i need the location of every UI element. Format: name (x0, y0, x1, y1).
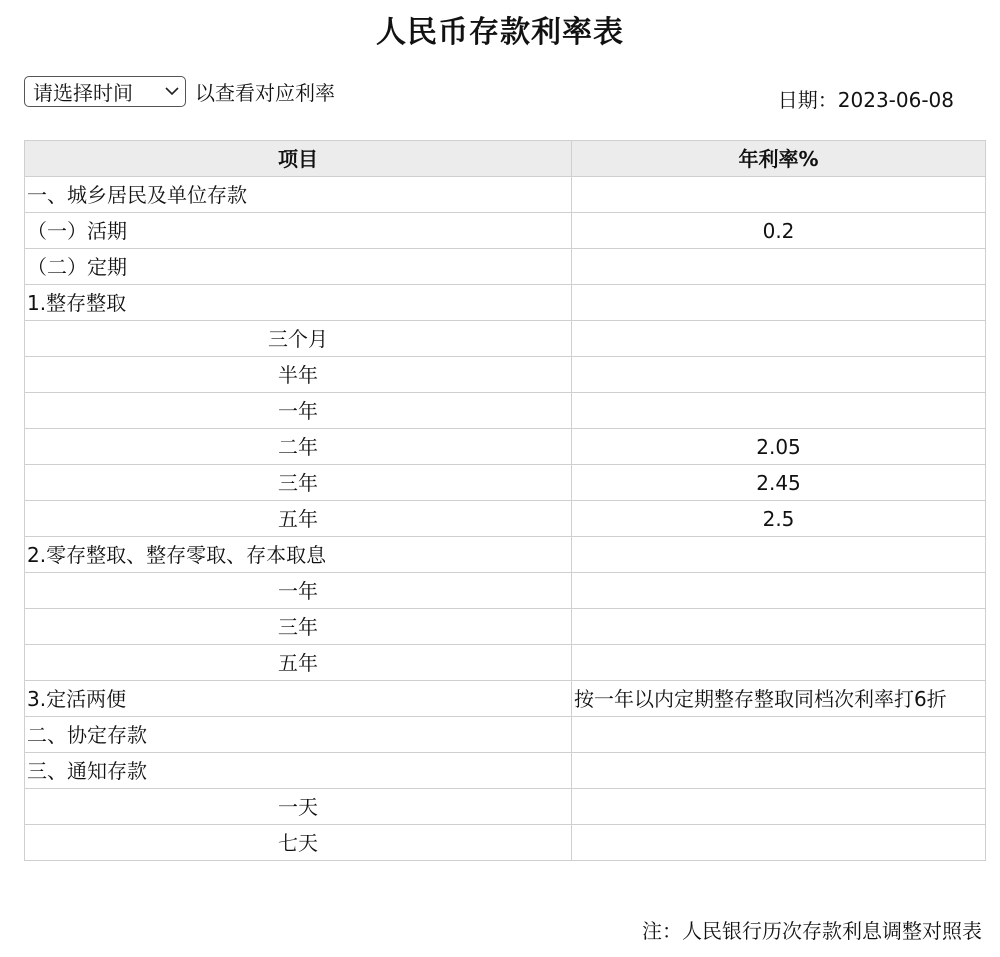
row-rate: 按一年以内定期整存整取同档次利率打6折 (572, 681, 986, 717)
table-row (25, 393, 986, 429)
row-rate (572, 285, 986, 321)
row-rate (572, 177, 986, 213)
row-item: （二）定期 (25, 249, 572, 285)
row-item: 五年 (25, 501, 572, 537)
row-rate: 2.45 (572, 465, 986, 501)
row-rate (572, 717, 986, 753)
table-row (25, 573, 986, 609)
rate-table-body (25, 177, 986, 861)
table-row (25, 789, 986, 825)
column-header-item: 项目 (25, 141, 572, 177)
row-item: 1.整存整取 (25, 285, 572, 321)
row-rate (572, 393, 986, 429)
row-item: （一）活期 (25, 213, 572, 249)
row-item: 半年 (25, 357, 572, 393)
row-rate (572, 789, 986, 825)
row-item: 二年 (25, 429, 572, 465)
table-row (25, 177, 986, 213)
table-row (25, 681, 986, 717)
table-row (25, 249, 986, 285)
page-title: 人民币存款利率表 (376, 15, 624, 50)
row-item: 一、城乡居民及单位存款 (25, 177, 572, 213)
row-item: 三个月 (25, 321, 572, 357)
rate-table (24, 140, 986, 861)
table-row (25, 825, 986, 861)
row-rate (572, 753, 986, 789)
row-rate (572, 321, 986, 357)
row-rate (572, 609, 986, 645)
table-row (25, 501, 986, 537)
table-row (25, 717, 986, 753)
date-display (778, 84, 954, 113)
row-item: 二、协定存款 (25, 717, 572, 753)
row-item: 三年 (25, 609, 572, 645)
row-rate (572, 357, 986, 393)
row-rate (572, 645, 986, 681)
date-label: 日期： (777, 88, 838, 112)
table-row (25, 753, 986, 789)
row-rate (572, 249, 986, 285)
table-row (25, 357, 986, 393)
table-row (25, 213, 986, 249)
row-item: 3.定活两便 (25, 681, 572, 717)
row-rate (572, 573, 986, 609)
table-row (25, 429, 986, 465)
time-filter (24, 76, 335, 107)
row-item: 三年 (25, 465, 572, 501)
row-item: 2.零存整取、整存零取、存本取息 (25, 537, 572, 573)
row-rate: 0.2 (572, 213, 986, 249)
row-item: 一年 (25, 573, 572, 609)
row-item: 三、通知存款 (25, 753, 572, 789)
table-row (25, 285, 986, 321)
row-rate: 2.05 (572, 429, 986, 465)
row-item: 一天 (25, 789, 572, 825)
table-header-row (25, 141, 986, 177)
date-value: 2023-06-08 (837, 88, 954, 112)
table-row (25, 609, 986, 645)
row-rate (572, 825, 986, 861)
time-select-value: 请选择时间 (33, 81, 133, 105)
table-row (25, 321, 986, 357)
row-item: 七天 (25, 825, 572, 861)
row-item: 一年 (25, 393, 572, 429)
table-row (25, 645, 986, 681)
column-header-rate: 年利率% (572, 141, 986, 177)
table-row (25, 537, 986, 573)
select-hint: 以查看对应利率 (195, 81, 335, 105)
table-row (25, 465, 986, 501)
chevron-down-icon (165, 85, 179, 99)
footer-note: 注：人民银行历次存款利息调整对照表 (642, 919, 982, 943)
row-rate: 2.5 (572, 501, 986, 537)
row-item: 五年 (25, 645, 572, 681)
time-select[interactable] (24, 76, 186, 107)
row-rate (572, 537, 986, 573)
